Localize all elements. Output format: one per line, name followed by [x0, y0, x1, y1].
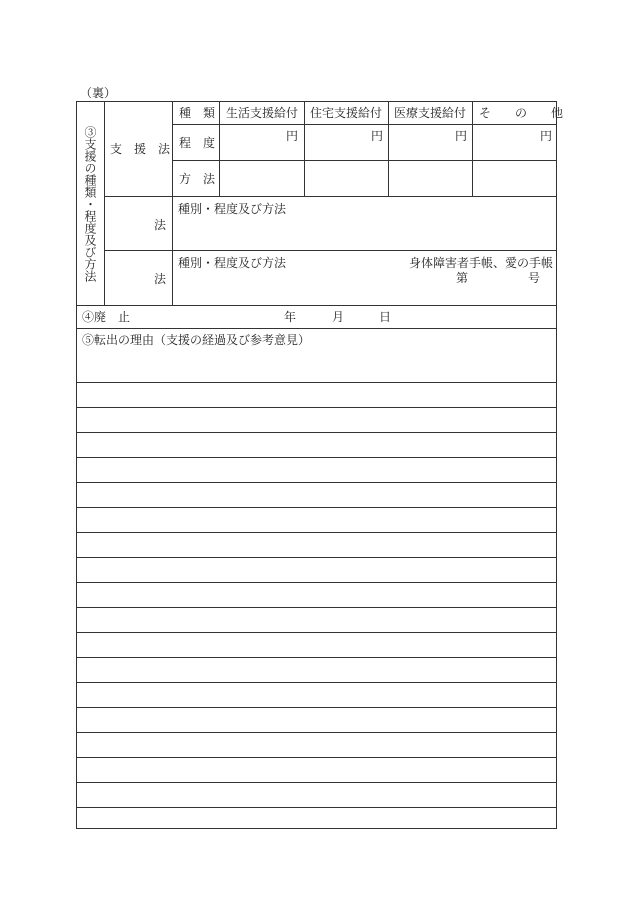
ruled-line	[76, 782, 557, 783]
ruled-line	[76, 432, 557, 433]
divider	[472, 101, 473, 196]
ruled-line	[76, 707, 557, 708]
divider	[172, 124, 557, 125]
law-row2-label: 法	[154, 272, 167, 286]
column-header-housing: 住宅支援給付	[310, 106, 383, 120]
divider	[104, 196, 557, 197]
outer-frame	[76, 101, 557, 829]
divider	[172, 101, 173, 305]
ruled-line	[76, 732, 557, 733]
ruled-line	[76, 532, 557, 533]
ruled-line	[76, 407, 557, 408]
divider	[219, 101, 220, 196]
ruled-line	[76, 557, 557, 558]
divider	[304, 101, 305, 196]
divider	[104, 101, 105, 305]
ruled-line	[76, 607, 557, 608]
divider	[76, 382, 557, 383]
divider	[388, 101, 389, 196]
row-label-method: 方 法	[179, 172, 216, 186]
divider	[172, 160, 557, 161]
column-header-livelihood: 生活支援給付	[226, 106, 299, 120]
ruled-line	[76, 507, 557, 508]
ruled-line	[76, 457, 557, 458]
column-header-other: そ の 他	[479, 106, 564, 120]
law-row2-text: 種別・程度及び方法	[178, 256, 287, 270]
law-row2-note: 身体障害者手帳、愛の手帳	[409, 256, 554, 270]
row-label-degree: 程 度	[179, 136, 216, 150]
ruled-line	[76, 682, 557, 683]
ruled-line	[76, 582, 557, 583]
ruled-line	[76, 632, 557, 633]
yen-mark: 円	[286, 129, 299, 143]
row-label-kind: 種 類	[179, 106, 216, 120]
law-row1-text: 種別・程度及び方法	[178, 202, 287, 216]
section4-label: ④廃 止	[82, 310, 131, 324]
divider	[104, 250, 557, 251]
divider	[76, 328, 557, 329]
section4-year: 年	[284, 310, 297, 324]
section4-month: 月	[332, 310, 345, 324]
yen-mark: 円	[371, 129, 384, 143]
yen-mark: 円	[455, 129, 468, 143]
yen-mark: 円	[540, 129, 553, 143]
section5-label: ⑤転出の理由（支援の経過及び参考意見）	[82, 333, 311, 347]
law-row2-number-suffix: 号	[528, 271, 541, 285]
ruled-line	[76, 482, 557, 483]
support-law-label: 支 援 法	[110, 142, 171, 156]
section3-title: ③支援の種類・程度及び方法	[83, 126, 97, 282]
law-row1-label: 法	[154, 218, 167, 232]
divider	[76, 305, 557, 306]
ruled-line	[76, 807, 557, 808]
page-label: （裏）	[80, 86, 117, 100]
ruled-line	[76, 757, 557, 758]
ruled-line	[76, 657, 557, 658]
law-row2-number-prefix: 第	[456, 271, 469, 285]
section4-day: 日	[379, 310, 392, 324]
column-header-medical: 医療支援給付	[394, 106, 467, 120]
